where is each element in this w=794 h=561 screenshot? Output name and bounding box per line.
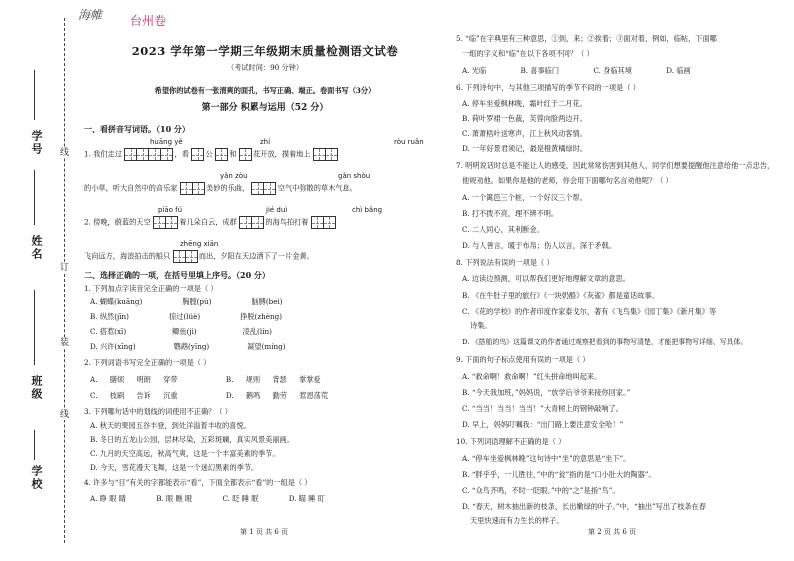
binding-mark: 装 (60, 338, 70, 348)
q1-option-b[interactable] (90, 312, 282, 322)
text: 鹦鹉(yīng) (173, 342, 210, 351)
text: A. 睁 眼 睛 (90, 494, 126, 503)
q8-option-c[interactable]: C. 《花的学校》的作者印度作家泰戈尔，著有《飞鸟集》《园丁集》《新月集》等 (462, 307, 717, 316)
fill-line-1 (84, 148, 337, 161)
text: 挣脱(zhèng) (240, 312, 283, 321)
q9-option-a[interactable]: A. “救命啊！救命啊！”红头拼命地叫起来。 (462, 372, 602, 381)
pinyin: piāo fú (158, 206, 183, 214)
text: 美妙的乐曲， (206, 183, 250, 193)
text: 沉重 (163, 391, 178, 400)
q5-options[interactable] (462, 66, 691, 76)
text: 的海鸟拍打着 (265, 217, 309, 227)
section-1-heading: 一、看拼音写词语。（10 分） (84, 124, 190, 134)
pinyin: huāng yě (150, 138, 183, 146)
text: 明朗 (136, 375, 151, 384)
q8-option-c-cont: 诗集。 (470, 321, 492, 330)
q10-option-c[interactable]: C. “众鸟齐鸣，不时一眨眼。”中的“之”是指“鸟”。 (462, 486, 620, 495)
text: A. 光临 (462, 66, 487, 75)
question-2: 2. 下列词语书写完全正确的一项是（ ） (84, 358, 211, 367)
q6-option-d[interactable]: D. 一年好景君须记，最是橙黄橘绿时。 (462, 144, 588, 153)
text: 脑膊(bei) (251, 297, 283, 306)
page-number: 第 1 页 共 6 页 (240, 528, 289, 536)
handwriting-note: 希望你的试卷有一张清爽的面孔，书写正确、端正。卷面书写（3分） (154, 86, 376, 95)
q10-option-d-cont: 天里快速而有力生长的样子。 (470, 516, 564, 525)
question-7: 7. 明明说话时总是不能让人的感受，因此常常伤害到其他人，同学们想要提醒他注意给他一点忠告， (456, 161, 775, 170)
text: 凌乱(lín) (242, 327, 272, 336)
text: 的小草，听大自然中的音乐家 (84, 183, 178, 193)
q1-option-c[interactable] (90, 327, 272, 337)
text: ，看 (174, 149, 189, 159)
question-3: 3. 下列哪句话中的划线的词使用不正确？（ ） (84, 407, 232, 416)
pinyin: ròu ruǎn (394, 138, 424, 146)
question-7-cont: 他规劝他。如果你是他的老师，你会用下面哪句名言劝他呢？（ ） (462, 176, 673, 185)
text: C. 身临其境 (593, 66, 632, 75)
q8-option-b[interactable]: B. 《在牛肚子里的旅行》《一块奶酪》《灰雀》都是童话故事。 (462, 291, 659, 300)
q9-option-b[interactable]: B. “今天我加班，”妈妈说，“放学后爷爷来接你回家。” (462, 388, 631, 397)
text: D. 兴许(xīng) (90, 342, 136, 351)
question-8: 8. 下列说法有误的一项是（ ） (456, 258, 554, 267)
question-9: 9. 下面的句子标点使用有误的一项是（ ） (456, 355, 590, 364)
q9-option-c[interactable]: C. “当当！当当！当当！”大青树上的钢钟敲响了。 (462, 404, 623, 413)
class-label: 班级 (30, 375, 43, 401)
binding-mark: 订 (60, 263, 70, 273)
q3-option-c[interactable]: C. 九月的天空高远，秋高气爽，这是一个丰富美素的季节。 (90, 449, 280, 458)
text: 1. 我们走过 (84, 149, 122, 159)
q7-option-b[interactable]: B. 打不拨不亮，理不辨不明。 (462, 209, 559, 218)
text: 凝望(míng) (247, 342, 286, 351)
text: D. 瞄 睡 盯 (288, 494, 325, 503)
exam-title: 2023 学年第一学期三年级期末质量检测语文试卷 (131, 44, 399, 58)
fill-line-3 (84, 216, 335, 229)
pinyin: zhēng xiān (180, 240, 219, 248)
school-field[interactable] (34, 430, 35, 460)
text: 鲫鱼(jì) (172, 327, 197, 336)
binding-mark: 线 (60, 410, 70, 420)
q7-option-d[interactable]: D. 与人善言，暖于布帛；伤人以言，深于矛戟。 (462, 241, 616, 250)
writing-box[interactable] (192, 182, 205, 195)
text: 勤劳 (272, 391, 287, 400)
q10-option-a[interactable]: A. “停车坐爱枫林晚”这句诗中“坐”的意思是“坐下”。 (462, 454, 631, 463)
text: 花开放，摸着地上 (253, 149, 311, 159)
text: 和 (229, 149, 237, 159)
q6-option-a[interactable]: A. 停车坐爱枫林晚，霜叶红于二月花。 (462, 99, 587, 108)
text: 空气中弥散的草木气息。 (277, 183, 357, 193)
student-name-field[interactable] (34, 170, 35, 225)
q1-option-d[interactable] (90, 342, 286, 352)
q7-option-c[interactable]: C. 二人同心，其利断金。 (462, 225, 544, 234)
question-1: 1. 下列加点字读音完全正确的一项是（ ） (84, 284, 218, 293)
q2-options-ab[interactable] (90, 375, 321, 385)
text: 2. 傍晚，蔚蓝的天空 (84, 217, 151, 227)
q2-options-cd[interactable] (90, 391, 328, 401)
writing-box[interactable] (239, 148, 252, 161)
fill-line-4 (84, 250, 314, 263)
binding-sidebar (0, 0, 78, 561)
text: C. 搭惹(xī) (90, 327, 127, 336)
exam-time: （考试时间：90 分钟） (226, 63, 304, 72)
q10-option-b[interactable]: B. “胖乎乎，一儿胜往，”中的“瓮”指的是“口小肚大的陶器”。 (462, 470, 656, 479)
pinyin: chì bǎng (352, 206, 383, 214)
part-title: 第一部分 积累与运用（52 分） (201, 103, 329, 113)
writing-box[interactable] (165, 216, 178, 229)
text: 告诉 (136, 391, 151, 400)
text: 背瑟 (272, 375, 287, 384)
text: 飞向远方，海浪拍击的船只 (84, 251, 171, 261)
student-name-label: 姓名 (30, 235, 43, 261)
text: D. 鹅鸣 (225, 391, 261, 400)
fill-line-2 (84, 182, 357, 195)
handwritten-note: 海帷 (78, 8, 103, 22)
question-4: 4. 许多与“目”有关的字都能表示“看”，下面全都表示“看”的一组是（ ） (84, 478, 312, 487)
question-10: 10. 下列词语理解不正确的是（ ） (456, 437, 566, 446)
q8-option-a[interactable]: A. 边读边预测，可以帮我们更好地理解文章的意思。 (462, 274, 630, 283)
q3-option-a[interactable]: A. 秋天的果园五谷丰登，到处洋溢着丰收的喜悦。 (90, 421, 251, 430)
text: B. 纵然(jīn) (90, 312, 129, 321)
student-number-label: 学号 (30, 130, 43, 156)
q3-option-b[interactable]: B. 冬日的五龙山公园，层林尽染，五彩斑斓，真实风景美丽画。 (90, 435, 294, 444)
q1-option-a[interactable] (90, 297, 283, 307)
text: 着几朵白云，成群 (179, 217, 237, 227)
text: 穿带 (163, 375, 178, 384)
q9-option-d[interactable]: D. 早上，妈妈叮嘱我：“出门路上要注意安全哈！” (462, 420, 624, 429)
q6-option-c[interactable]: C. 萧萧梧叶送寒声，江上秋风动客情。 (462, 129, 587, 138)
text: 胸膛(pú) (182, 297, 212, 306)
writing-box[interactable] (263, 182, 276, 195)
text: 公 (205, 149, 213, 159)
question-5-cont: 一组的字义和“临”在以下各项不同？（ ） (462, 49, 594, 58)
text: B. 规则 (225, 375, 261, 384)
question-6: 6. 下列诗句中，与其他三项描写的季节不同的一项是（ ） (456, 83, 640, 92)
student-number-field[interactable] (34, 70, 35, 120)
text: B. 眼 瞧 瞪 (156, 494, 193, 503)
text: 惹恩荡荒 (299, 391, 329, 400)
writing-box[interactable] (191, 148, 204, 161)
page-number: 第 2 页 共 6 页 (588, 528, 637, 536)
section-2-heading: 二、选择正确的一项，在括号里填上序号。（20 分） (84, 270, 270, 280)
pinyin: zhí (260, 138, 271, 146)
text: B. 喜事临门 (520, 66, 560, 75)
binding-dashed-line (64, 18, 65, 543)
q3-option-d[interactable]: D. 今天，雪花漫天飞舞，这是一个迷幻黑素的季节。 (90, 463, 259, 472)
text: C. 眨 睡 眠 (222, 494, 259, 503)
text: A. 蝴蝶(kuāng) (90, 297, 143, 306)
text: 掌掌爱 (299, 375, 321, 384)
writing-box[interactable] (251, 216, 264, 229)
writing-box[interactable] (323, 216, 336, 229)
q8-option-d[interactable]: D. 《搭船的鸟》这篇课文的作者通过观察把看到的事物写清楚，才能把事物写详细、写具体。 (462, 338, 748, 346)
binding-mark: 线 (60, 148, 70, 158)
text: D. 临画 (666, 66, 691, 75)
text: 掠过(lüè) (169, 312, 201, 321)
q6-option-b[interactable]: B. 荷叶罗裙一色裁，芙蓉向脸两边开。 (462, 114, 587, 123)
writing-box[interactable] (215, 148, 228, 161)
question-5: 5. “临”在字典里有三种意思，①到，来；②挨着；③面对着，例如，临帖，下面哪 (456, 34, 717, 43)
text: 而出，夕阳在天边洒下了一片金黄。 (198, 251, 314, 261)
text: C. 枝刷 (90, 391, 125, 400)
handwritten-region-note: 台州卷 (130, 14, 167, 28)
writing-box[interactable] (160, 148, 173, 161)
pinyin: jié duì (266, 206, 288, 214)
writing-box[interactable] (185, 250, 198, 263)
writing-box[interactable] (325, 148, 338, 161)
q4-options[interactable] (90, 494, 325, 504)
class-field[interactable] (34, 290, 35, 365)
school-label: 学校 (30, 465, 43, 491)
pinyin: yǎn zòu (220, 172, 248, 180)
pinyin: gǎn shòu (338, 172, 371, 180)
q7-option-a[interactable]: A. 一个篱笆三个桩，一个好汉三个帮。 (462, 193, 587, 202)
text: A. 膳烦 (90, 375, 125, 384)
q10-option-d[interactable]: D. “春天，树木抽出新的枝条，长出嫩绿的叶子。”中，“抽出”写出了枝条在春 (462, 502, 706, 511)
